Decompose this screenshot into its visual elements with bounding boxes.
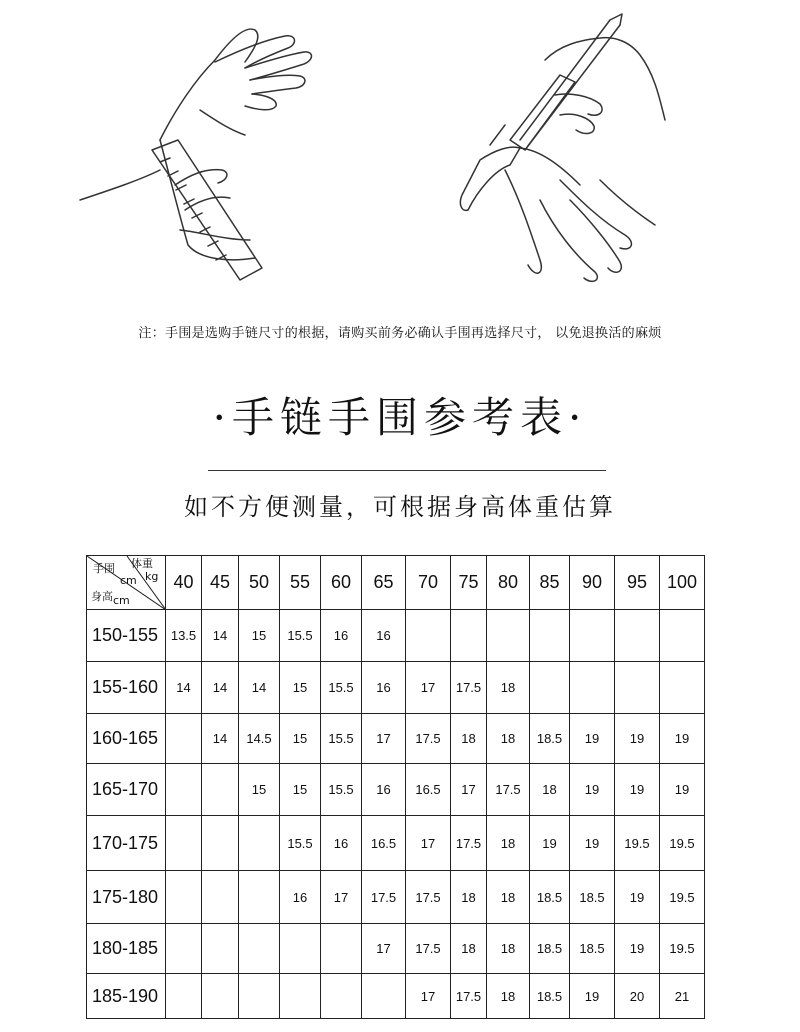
wrist-size-cell bbox=[202, 764, 239, 816]
wrist-measurement-illustration bbox=[0, 0, 800, 300]
wrist-size-cell: 15.5 bbox=[321, 764, 362, 816]
height-range-cell: 175-180 bbox=[87, 871, 166, 924]
wrist-size-cell: 17 bbox=[362, 714, 406, 764]
table-row bbox=[87, 610, 705, 662]
wrist-size-cell: 17.5 bbox=[451, 816, 487, 871]
wrist-size-cell: 20 bbox=[615, 974, 660, 1019]
wrist-size-cell: 14.5 bbox=[239, 714, 280, 764]
table-row bbox=[87, 924, 705, 974]
weight-header-cell: 80 bbox=[487, 556, 530, 610]
wrist-size-cell: 17 bbox=[362, 924, 406, 974]
weight-header-cell: 85 bbox=[530, 556, 570, 610]
wrist-size-cell: 15.5 bbox=[280, 816, 321, 871]
weight-header-cell: 95 bbox=[615, 556, 660, 610]
size-reference-table bbox=[86, 555, 705, 1019]
wrist-size-cell: 18.5 bbox=[530, 871, 570, 924]
table-row bbox=[87, 974, 705, 1019]
weight-header-cell: 90 bbox=[570, 556, 615, 610]
wrist-size-cell: 16 bbox=[362, 764, 406, 816]
wrist-size-cell: 19 bbox=[570, 816, 615, 871]
wrist-size-cell: 21 bbox=[660, 974, 705, 1019]
wrist-size-cell bbox=[202, 816, 239, 871]
wrist-size-cell: 17 bbox=[406, 662, 451, 714]
wrist-size-cell: 15 bbox=[280, 714, 321, 764]
header-row bbox=[87, 556, 705, 610]
wrist-size-cell: 19 bbox=[570, 974, 615, 1019]
wrist-size-cell: 17.5 bbox=[362, 871, 406, 924]
wrist-size-cell: 19 bbox=[615, 714, 660, 764]
wrist-size-cell bbox=[451, 610, 487, 662]
wrist-size-cell: 18 bbox=[487, 871, 530, 924]
weight-header-cell: 45 bbox=[202, 556, 239, 610]
wrist-size-cell: 15 bbox=[239, 610, 280, 662]
wrist-size-cell: 19 bbox=[615, 924, 660, 974]
wrist-size-cell: 16.5 bbox=[406, 764, 451, 816]
wrist-size-cell: 18 bbox=[487, 662, 530, 714]
wrist-size-cell bbox=[321, 974, 362, 1019]
wrist-size-cell: 19 bbox=[615, 871, 660, 924]
wrist-size-cell: 17.5 bbox=[487, 764, 530, 816]
wrist-size-cell bbox=[166, 764, 202, 816]
wrist-size-cell: 18 bbox=[451, 924, 487, 974]
wrist-size-cell bbox=[530, 662, 570, 714]
wrist-size-cell bbox=[239, 924, 280, 974]
corner-cm-bottom-label: cm bbox=[113, 594, 130, 607]
height-range-cell: 185-190 bbox=[87, 974, 166, 1019]
wrist-size-cell: 19.5 bbox=[660, 924, 705, 974]
wrist-size-cell: 19 bbox=[570, 714, 615, 764]
wrist-size-cell: 18 bbox=[487, 816, 530, 871]
weight-header-cell: 100 bbox=[660, 556, 705, 610]
wrist-size-cell: 14 bbox=[202, 662, 239, 714]
corner-cm-top-label: cm bbox=[120, 574, 137, 587]
wrist-size-cell bbox=[280, 974, 321, 1019]
corner-height-label: 身高 bbox=[91, 590, 113, 603]
wrist-size-cell: 15.5 bbox=[321, 714, 362, 764]
weight-header-cell: 70 bbox=[406, 556, 451, 610]
wrist-size-cell bbox=[166, 816, 202, 871]
wrist-size-cell: 16 bbox=[362, 610, 406, 662]
wrist-size-cell bbox=[615, 662, 660, 714]
wrist-size-cell: 17 bbox=[451, 764, 487, 816]
wrist-size-cell: 17.5 bbox=[451, 974, 487, 1019]
wrist-size-cell: 18 bbox=[487, 924, 530, 974]
wrist-size-cell: 15 bbox=[280, 662, 321, 714]
wrist-size-cell bbox=[239, 871, 280, 924]
wrist-size-cell: 14 bbox=[239, 662, 280, 714]
wrist-size-cell: 19.5 bbox=[615, 816, 660, 871]
wrist-size-cell: 17.5 bbox=[406, 924, 451, 974]
wrist-size-cell: 18.5 bbox=[530, 714, 570, 764]
wrist-size-cell: 16 bbox=[280, 871, 321, 924]
corner-weight-label: 体重 bbox=[131, 557, 153, 570]
wrist-size-cell bbox=[166, 871, 202, 924]
weight-header-cell: 50 bbox=[239, 556, 280, 610]
wrist-size-cell bbox=[570, 610, 615, 662]
table-row bbox=[87, 662, 705, 714]
weight-header-cell: 65 bbox=[362, 556, 406, 610]
wrist-size-cell bbox=[660, 662, 705, 714]
wrist-size-cell: 17.5 bbox=[406, 871, 451, 924]
wrist-size-cell: 16 bbox=[321, 610, 362, 662]
wrist-size-cell: 17 bbox=[406, 816, 451, 871]
wrist-size-cell: 17 bbox=[406, 974, 451, 1019]
wrist-size-cell bbox=[280, 924, 321, 974]
wrist-size-cell: 18.5 bbox=[570, 924, 615, 974]
wrist-size-cell: 15 bbox=[239, 764, 280, 816]
page-subtitle: 如不方便测量，可根据身高体重估算 bbox=[184, 493, 616, 521]
wrist-size-cell: 16.5 bbox=[362, 816, 406, 871]
wrist-size-cell: 18.5 bbox=[530, 974, 570, 1019]
page-title: ·手链手围参考表· bbox=[212, 393, 588, 442]
wrist-size-cell: 15 bbox=[280, 764, 321, 816]
table-row bbox=[87, 764, 705, 816]
wrist-size-cell: 19.5 bbox=[660, 871, 705, 924]
wrist-size-cell: 18 bbox=[530, 764, 570, 816]
wrist-size-cell bbox=[362, 974, 406, 1019]
wrist-size-cell: 18 bbox=[487, 714, 530, 764]
wrist-size-cell bbox=[615, 610, 660, 662]
wrist-size-cell: 14 bbox=[202, 714, 239, 764]
wrist-size-cell: 19 bbox=[660, 764, 705, 816]
wrist-size-cell: 16 bbox=[321, 816, 362, 871]
wrist-size-cell bbox=[202, 974, 239, 1019]
wrist-size-cell bbox=[239, 974, 280, 1019]
height-range-cell: 165-170 bbox=[87, 764, 166, 816]
wrist-size-cell bbox=[570, 662, 615, 714]
table-row bbox=[87, 816, 705, 871]
wrist-size-cell bbox=[166, 714, 202, 764]
wrist-size-cell bbox=[202, 924, 239, 974]
wrist-size-cell: 17.5 bbox=[406, 714, 451, 764]
wrist-size-cell: 14 bbox=[202, 610, 239, 662]
wrist-size-cell bbox=[487, 610, 530, 662]
wrist-size-cell: 16 bbox=[362, 662, 406, 714]
wrist-size-cell: 19.5 bbox=[660, 816, 705, 871]
wrist-size-cell: 19 bbox=[615, 764, 660, 816]
wrist-size-cell: 18.5 bbox=[530, 924, 570, 974]
wrist-size-cell bbox=[321, 924, 362, 974]
wrist-size-cell: 15.5 bbox=[280, 610, 321, 662]
height-range-cell: 150-155 bbox=[87, 610, 166, 662]
wrist-size-cell bbox=[530, 610, 570, 662]
corner-kg-label: kg bbox=[145, 570, 159, 583]
table-row bbox=[87, 714, 705, 764]
measurement-note: 注：手围是选购手链尺寸的根据，请购买前务必确认手围再选择尺寸， 以免退换活的麻烦 bbox=[138, 326, 662, 341]
wrist-size-cell: 19 bbox=[570, 764, 615, 816]
wrist-size-cell: 18.5 bbox=[570, 871, 615, 924]
wrist-size-cell: 19 bbox=[530, 816, 570, 871]
wrist-size-cell bbox=[202, 871, 239, 924]
weight-header-cell: 55 bbox=[280, 556, 321, 610]
wrist-size-cell bbox=[406, 610, 451, 662]
height-range-cell: 160-165 bbox=[87, 714, 166, 764]
weight-header-cell: 75 bbox=[451, 556, 487, 610]
wrist-size-cell bbox=[166, 924, 202, 974]
title-divider bbox=[208, 470, 606, 471]
wrist-size-cell: 14 bbox=[166, 662, 202, 714]
corner-header-cell bbox=[87, 556, 166, 610]
wrist-size-cell: 13.5 bbox=[166, 610, 202, 662]
corner-wrist-label: 手围 bbox=[93, 562, 115, 575]
height-range-cell: 180-185 bbox=[87, 924, 166, 974]
wrist-size-cell bbox=[239, 816, 280, 871]
wrist-size-cell bbox=[660, 610, 705, 662]
wrist-size-cell: 15.5 bbox=[321, 662, 362, 714]
right-hand-pen-drawing bbox=[460, 14, 665, 281]
wrist-size-cell: 17.5 bbox=[451, 662, 487, 714]
height-range-cell: 170-175 bbox=[87, 816, 166, 871]
height-range-cell: 155-160 bbox=[87, 662, 166, 714]
wrist-size-cell: 17 bbox=[321, 871, 362, 924]
weight-header-cell: 60 bbox=[321, 556, 362, 610]
left-hand-tape-drawing bbox=[80, 29, 312, 280]
wrist-size-cell bbox=[166, 974, 202, 1019]
wrist-size-cell: 18 bbox=[451, 714, 487, 764]
table-row bbox=[87, 871, 705, 924]
weight-header-cell: 40 bbox=[166, 556, 202, 610]
wrist-size-cell: 18 bbox=[451, 871, 487, 924]
wrist-size-cell: 18 bbox=[487, 974, 530, 1019]
wrist-size-cell: 19 bbox=[660, 714, 705, 764]
